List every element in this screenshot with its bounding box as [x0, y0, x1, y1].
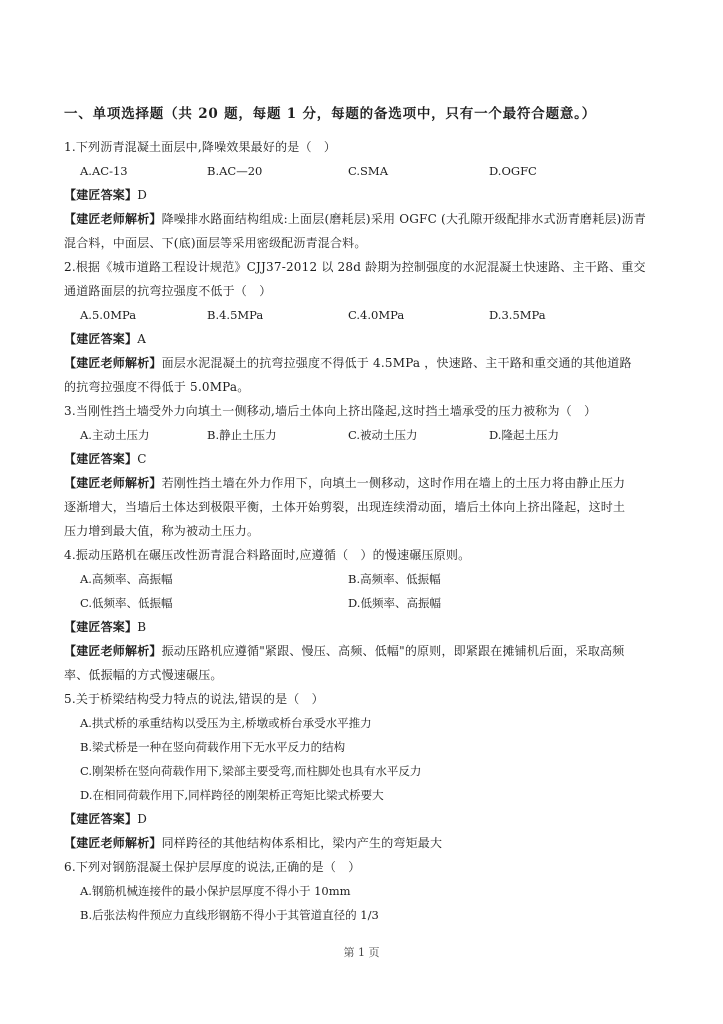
question-4-stem: 4.振动压路机在碾压改性沥青混合料路面时,应遵循（ ）的慢速碾压原则。: [64, 548, 471, 562]
q3-analysis-line-1: 【建匠老师解析】若刚性挡土墙在外力作用下，向填土一侧移动，这时作用在墙上的土压力将由静止压力: [64, 476, 626, 490]
q5-option-d: D.在相同荷载作用下,同样跨径的刚架桥正弯矩比梁式桥要大: [80, 788, 384, 802]
q5-answer: 【建匠答案】D: [64, 812, 148, 826]
q4-analysis-line-2: 率、低振幅的方式慢速碾压。: [64, 668, 223, 682]
q4-option-b: B.高频率、低振幅: [348, 572, 441, 586]
q1-option-d: D.OGFC: [489, 164, 537, 178]
q3-option-a: A.主动土压力: [80, 428, 150, 442]
q2-option-c: C.4.0MPa: [348, 308, 405, 322]
q4-option-c: C.低频率、低振幅: [80, 596, 173, 610]
q3-option-c: C.被动土压力: [348, 428, 418, 442]
q2-answer: 【建匠答案】A: [64, 332, 147, 346]
section-title: 一、单项选择题（共 20 题，每题 1 分，每题的备选项中，只有一个最符合题意。）: [64, 106, 597, 122]
question-6-stem: 6.下列对钢筋混凝土保护层厚度的说法,正确的是（ ）: [64, 860, 361, 874]
q4-analysis-line-1: 【建匠老师解析】振动压路机应遵循"紧跟、慢压、高频、低幅"的原则，即紧跟在摊铺机后面，采取高频: [64, 644, 625, 658]
q3-option-b: B.静止土压力: [207, 428, 277, 442]
q3-answer: 【建匠答案】C: [64, 452, 147, 466]
q2-option-b: B.4.5MPa: [207, 308, 264, 322]
q4-option-d: D.低频率、高振幅: [348, 596, 441, 610]
q1-option-c: C.SMA: [348, 164, 389, 178]
q1-answer: 【建匠答案】D: [64, 188, 148, 202]
page-number: 第 1 页: [343, 946, 380, 959]
q4-option-a: A.高频率、高振幅: [80, 572, 173, 586]
q1-analysis-line-1: 【建匠老师解析】降噪排水路面结构组成:上面层(磨耗层)采用 OGFC (大孔隙开级配排水式沥青磨耗层)沥青: [64, 212, 646, 226]
q1-option-b: B.AC—20: [207, 164, 263, 178]
q6-option-b: B.后张法构件预应力直线形钢筋不得小于其管道直径的 1/3: [80, 908, 379, 922]
question-2-stem-line-1: 2.根据《城市道路工程设计规范》CJJ37-2012 以 28d 龄期为控制强度的水泥混凝土快速路、主干路、重交: [64, 260, 646, 274]
q3-option-d: D.隆起土压力: [489, 428, 559, 442]
q3-analysis-line-2: 逐渐增大，当墙后土体达到极限平衡，土体开始剪裂，出现连续滑动面，墙后土体向上挤出隆起，这时土: [64, 500, 626, 514]
q2-analysis-line-1: 【建匠老师解析】面层水泥混凝土的抗弯拉强度不得低于 4.5MPa ，快速路、主干路和重交通的其他道路: [64, 356, 632, 370]
q5-option-c: C.刚架桥在竖向荷载作用下,梁部主要受弯,而柱脚处也具有水平反力: [80, 764, 422, 778]
q5-option-a: A.拱式桥的承重结构以受压为主,桥墩或桥台承受水平推力: [80, 716, 372, 730]
question-1-stem: 1.下列沥青混凝土面层中,降噪效果最好的是（ ）: [64, 140, 337, 154]
q2-option-d: D.3.5MPa: [489, 308, 546, 322]
q3-analysis-line-3: 压力增到最大值，称为被动土压力。: [64, 524, 260, 538]
q1-option-a: A.AC-13: [80, 164, 128, 178]
q2-option-a: A.5.0MPa: [80, 308, 137, 322]
q2-analysis-line-2: 的抗弯拉强度不得低于 5.0MPa。: [64, 380, 250, 394]
q5-option-b: B.梁式桥是一种在竖向荷载作用下无水平反力的结构: [80, 740, 346, 754]
question-2-stem-line-2: 通道路面层的抗弯拉强度不低于（ ）: [64, 284, 272, 298]
question-5-stem: 5.关于桥梁结构受力特点的说法,错误的是（ ）: [64, 692, 324, 706]
q1-analysis-line-2: 混合料，中面层、下(底)面层等采用密级配沥青混合料。: [64, 236, 367, 250]
q4-answer: 【建匠答案】B: [64, 620, 147, 634]
q5-analysis-line-1: 【建匠老师解析】同样跨径的其他结构体系相比，梁内产生的弯矩最大: [64, 836, 443, 850]
question-3-stem: 3.当刚性挡土墙受外力向填土一侧移动,墙后土体向上挤出隆起,这时挡土墙承受的压力被称为（ ）: [64, 404, 597, 418]
q6-option-a: A.钢筋机械连接件的最小保护层厚度不得小于 10mm: [80, 884, 351, 898]
